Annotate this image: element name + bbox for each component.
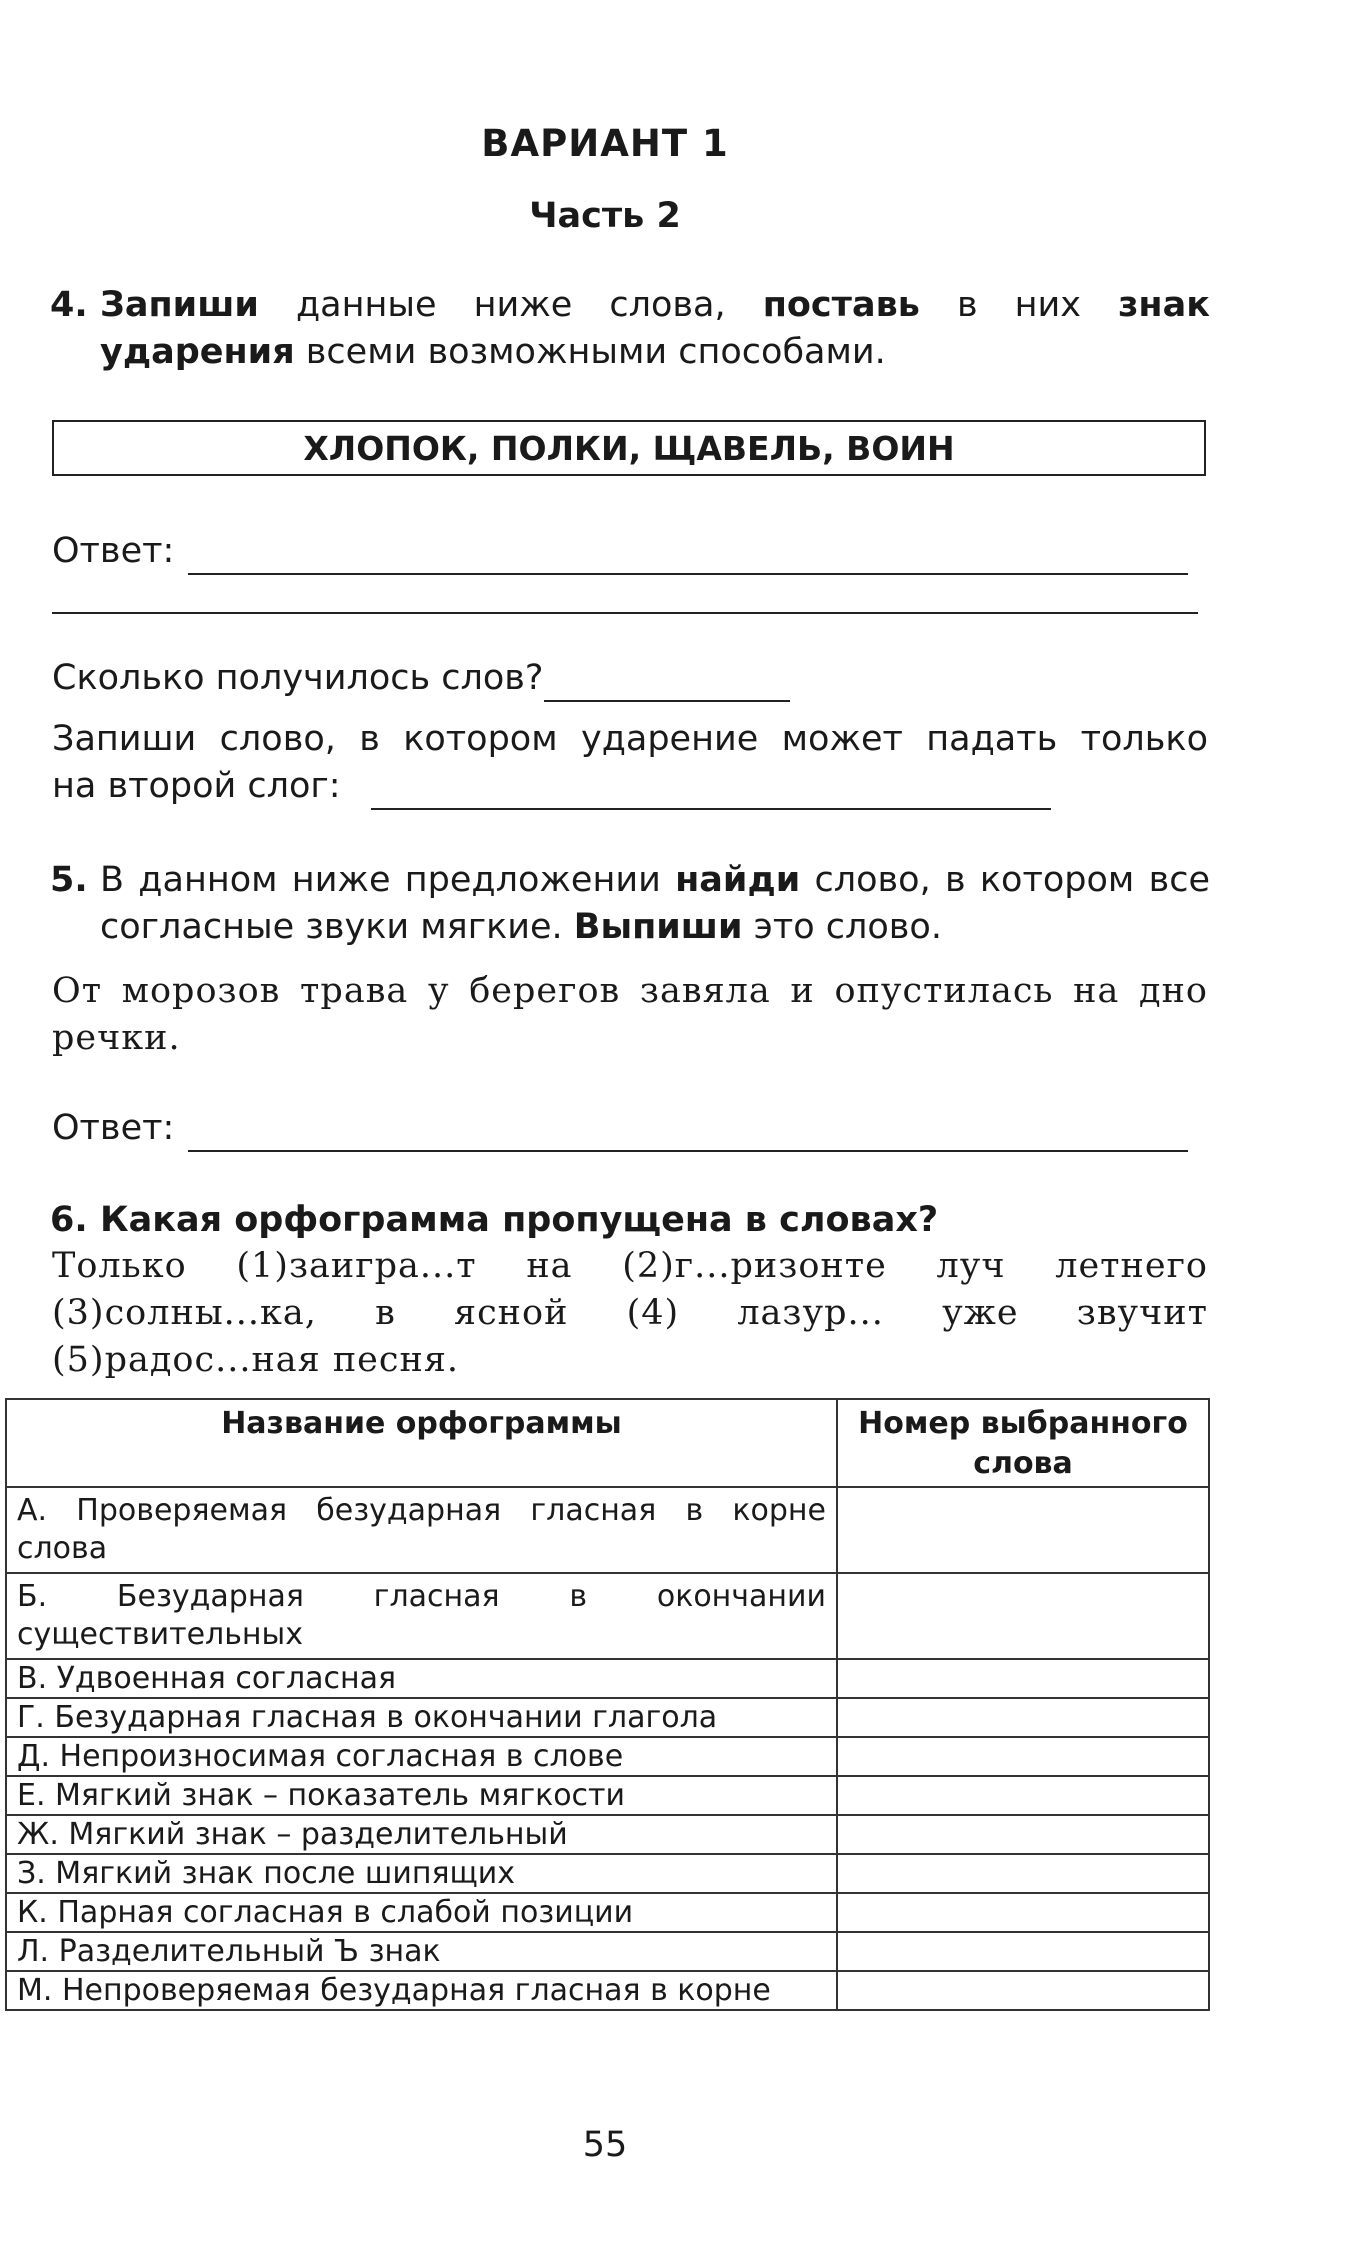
part-title: Часть 2 [529, 196, 681, 236]
bold-verb: Запиши [100, 285, 259, 325]
table-row [6, 1971, 1209, 2010]
task-4 [50, 282, 1210, 376]
instruction-text: слово, в котором все согласные звуки мягкие. [100, 860, 1210, 947]
column-header-name: Название орфограммы [6, 1399, 837, 1487]
bold-term: знак ударения [100, 285, 1210, 372]
text-word: Только [52, 1246, 187, 1286]
instruction-text: это слово. [742, 907, 942, 947]
table-row [6, 1698, 1209, 1737]
text-word: (2)г...ризонте [622, 1246, 887, 1286]
answer-label: Ответ: [52, 1108, 175, 1148]
answer-cell[interactable] [837, 1573, 1209, 1659]
orthogram-name: З. Мягкий знак после шипящих [6, 1854, 837, 1893]
instruction-text: всеми возможными способами. [294, 332, 886, 372]
text-word: (1)заигра...т [236, 1246, 477, 1286]
text-line-3: (5)радос...ная песня. [52, 1340, 460, 1380]
text-word: звучит [1076, 1293, 1208, 1333]
answer-cell[interactable] [837, 1737, 1209, 1776]
bold-verb: Выпиши [573, 907, 743, 947]
text-line-1 [52, 1243, 1208, 1290]
table-row [6, 1854, 1209, 1893]
answer-cell[interactable] [837, 1932, 1209, 1971]
page-number: 55 [582, 2125, 628, 2165]
orthogram-name: Д. Непроизносимая согласная в слове [6, 1737, 837, 1776]
table-row [6, 1737, 1209, 1776]
answer-cell[interactable] [837, 1893, 1209, 1932]
bold-verb: поставь [762, 285, 920, 325]
text-word: луч [936, 1246, 1006, 1286]
count-question: Сколько получилось слов? [52, 658, 544, 698]
count-row [52, 655, 790, 702]
orthogram-name: Ж. Мягкий знак – разделительный [6, 1815, 837, 1854]
bold-verb: найди [675, 860, 801, 900]
text-word: ясной [453, 1293, 569, 1333]
text-word: на [526, 1246, 573, 1286]
text-word: лазур... [737, 1293, 884, 1333]
table-row [6, 1659, 1209, 1698]
answer-line-2[interactable] [52, 612, 1198, 614]
answer-cell[interactable] [837, 1815, 1209, 1854]
exercise-sentence: От морозов трава у берегов завяла и опустилась на дно речки. [52, 971, 1208, 1058]
task-instruction [100, 857, 1210, 951]
text-word: уже [942, 1293, 1019, 1333]
table-row [6, 1776, 1209, 1815]
variant-title: ВАРИАНТ 1 [481, 122, 729, 165]
orthogram-name: Е. Мягкий знак – показатель мягкости [6, 1776, 837, 1815]
table-row [6, 1815, 1209, 1854]
answer-cell[interactable] [837, 1487, 1209, 1573]
answer-cell[interactable] [837, 1698, 1209, 1737]
text-word: (3)солны...ка, [52, 1293, 317, 1333]
question-line: Запиши слово, в котором ударение может падать только [52, 719, 1208, 759]
answer-row [52, 528, 1188, 575]
instruction-text: в них [919, 285, 1119, 325]
orthogram-name: А. Проверяемая безударная гласная в корне слова [6, 1487, 837, 1573]
orthogram-name: В. Удвоенная согласная [6, 1659, 837, 1698]
task-5 [50, 857, 1210, 951]
text-line-2 [52, 1290, 1208, 1337]
orthogram-name: Г. Безударная гласная в окончании глагола [6, 1698, 837, 1737]
table-row [6, 1573, 1209, 1659]
text-word: летнего [1055, 1246, 1208, 1286]
answer-line[interactable] [188, 533, 1188, 575]
table-row [6, 1487, 1209, 1573]
answer-cell[interactable] [837, 1659, 1209, 1698]
word-list-box: ХЛОПОК, ПОЛКИ, ЩАВЕЛЬ, ВОИН [52, 420, 1206, 476]
second-syllable-question [52, 716, 1208, 810]
instruction-text: данные ниже слова, [258, 285, 763, 325]
question-line: на второй слог: [52, 766, 341, 806]
task-number: 4. [50, 285, 88, 325]
orthogram-table [5, 1398, 1210, 2011]
second-syllable-answer-line[interactable] [371, 768, 1051, 810]
orthogram-name: К. Парная согласная в слабой позиции [6, 1893, 837, 1932]
instruction-text: В данном ниже предложении [100, 860, 676, 900]
task-instruction [100, 282, 1210, 376]
task-6 [50, 1197, 1210, 1244]
task-number: 6. [50, 1200, 88, 1240]
answer-cell[interactable] [837, 1776, 1209, 1815]
answer-cell[interactable] [837, 1854, 1209, 1893]
question-line-with-blank [52, 763, 1208, 810]
table-row [6, 1932, 1209, 1971]
orthogram-name: М. Непроверяемая безударная гласная в корне [6, 1971, 837, 2010]
orthogram-name: Л. Разделительный Ъ знак [6, 1932, 837, 1971]
answer-label: Ответ: [52, 531, 175, 571]
count-answer-line[interactable] [544, 660, 790, 702]
task-question: Какая орфограмма пропущена в словах? [100, 1200, 939, 1240]
table-header-row [6, 1399, 1209, 1487]
answer-line[interactable] [188, 1110, 1188, 1152]
text-word: в [375, 1293, 396, 1333]
column-header-number: Номер выбранного слова [837, 1399, 1209, 1487]
task-number: 5. [50, 860, 88, 900]
text-word: (4) [626, 1293, 680, 1333]
orthogram-name: Б. Безударная гласная в окончании существительных [6, 1573, 837, 1659]
answer-row [52, 1105, 1188, 1152]
exercise-text [52, 1243, 1208, 1384]
answer-cell[interactable] [837, 1971, 1209, 2010]
table-row [6, 1893, 1209, 1932]
